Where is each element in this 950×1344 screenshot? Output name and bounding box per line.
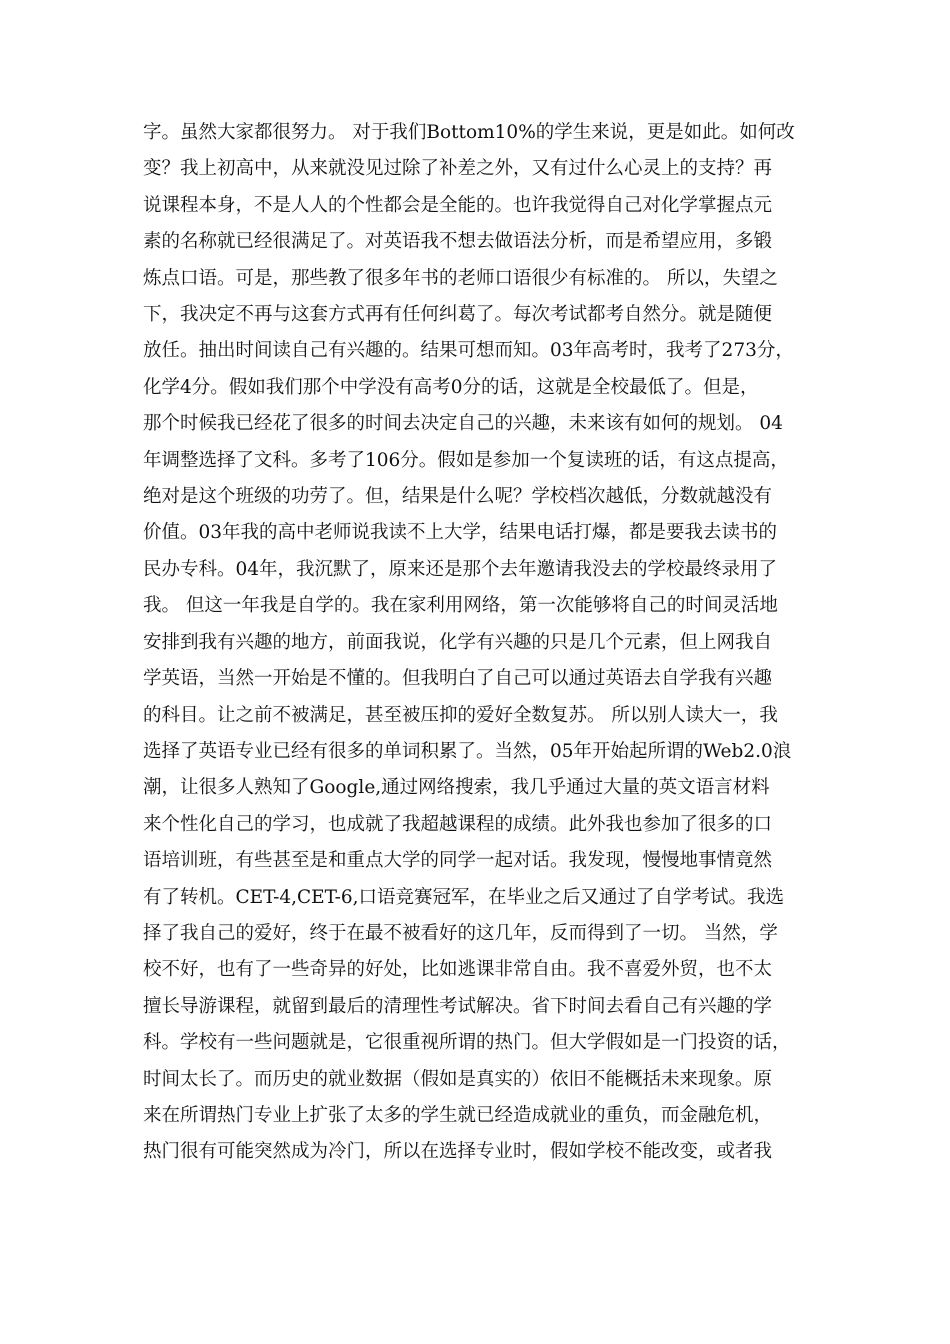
text-line: 炼点口语。可是，那些教了很多年书的老师口语很少有标准的。 所以，失望之 (143, 267, 778, 289)
text-line: 来个性化自己的学习，也成就了我超越课程的成绩。此外我也参加了很多的口 (143, 813, 773, 835)
text-line: 价值。03年我的高中老师说我读不上大学，结果电话打爆，都是要我去读书的 (143, 522, 778, 544)
text-line: 潮，让很多人熟知了Google,通过网络搜索，我几乎通过大量的英文语言材料 (143, 777, 770, 799)
text-line: 的科目。让之前不被满足，甚至被压抑的爱好全数复苏。 所以别人读大一，我 (143, 704, 778, 726)
text-line: 语培训班，有些甚至是和重点大学的同学一起对话。我发现，慢慢地事情竟然 (143, 850, 773, 872)
text-line: 有了转机。CET-4,CET-6,口语竞赛冠军，在毕业之后又通过了自学考试。我选 (143, 886, 785, 908)
text-line: 化学4分。假如我们那个中学没有高考0分的话，这就是全校最低了。但是， (143, 376, 759, 398)
text-line: 热门很有可能突然成为冷门，所以在选择专业时，假如学校不能改变，或者我 (143, 1141, 773, 1163)
text-line: 绝对是这个班级的功劳了。但，结果是什么呢？学校档次越低，分数就越没有 (143, 486, 773, 508)
text-line: 我。 但这一年我是自学的。我在家利用网络，第一次能够将自己的时间灵活地 (143, 595, 778, 617)
text-line: 那个时候我已经花了很多的时间去决定自己的兴趣，未来该有如何的规划。 04 (143, 413, 783, 435)
text-line: 选择了英语专业已经有很多的单词积累了。当然，05年开始起所谓的Web2.0浪 (143, 740, 792, 762)
text-line: 科。学校有一些问题就是，它很重视所谓的热门。但大学假如是一门投资的话， (143, 1032, 791, 1054)
text-line: 时间太长了。而历史的就业数据（假如是真实的）依旧不能概括未来现象。原 (143, 1068, 773, 1090)
text-line: 变？我上初高中，从来就没见过除了补差之外，又有过什么心灵上的支持？再 (143, 158, 773, 180)
text-line: 安排到我有兴趣的地方，前面我说，化学有兴趣的只是几个元素，但上网我自 (143, 631, 773, 653)
text-line: 说课程本身，不是人人的个性都会是全能的。也许我觉得自己对化学掌握点元 (143, 194, 773, 216)
text-line: 择了我自己的爱好，终于在最不被看好的这几年，反而得到了一切。 当然，学 (143, 922, 778, 944)
text-line: 字。虽然大家都很努力。 对于我们Bottom10%的学生来说，更是如此。如何改 (143, 122, 795, 143)
text-line: 下，我决定不再与这套方式再有任何纠葛了。每次考试都考自然分。就是随便 (143, 304, 773, 326)
text-line: 年调整选择了文科。多考了106分。假如是参加一个复读班的话，有这点提高， (143, 449, 789, 471)
text-line: 素的名称就已经很满足了。对英语我不想去做语法分析，而是希望应用，多锻 (143, 231, 773, 253)
text-line: 放任。抽出时间读自己有兴趣的。结果可想而知。03年高考时，我考了273分， (143, 340, 794, 362)
text-line: 校不好，也有了一些奇异的好处，比如逃课非常自由。我不喜爱外贸，也不太 (143, 959, 773, 981)
text-line: 擅长导游课程，就留到最后的清理性考试解决。省下时间去看自己有兴趣的学 (143, 995, 773, 1017)
text-line: 来在所谓热门专业上扩张了太多的学生就已经造成就业的重负，而金融危机， (143, 1104, 773, 1126)
body-text (143, 115, 808, 1171)
text-line: 民办专科。04年，我沉默了，原来还是那个去年邀请我没去的学校最终录用了 (143, 558, 778, 580)
text-line: 学英语，当然一开始是不懂的。但我明白了自己可以通过英语去自学我有兴趣 (143, 668, 773, 690)
